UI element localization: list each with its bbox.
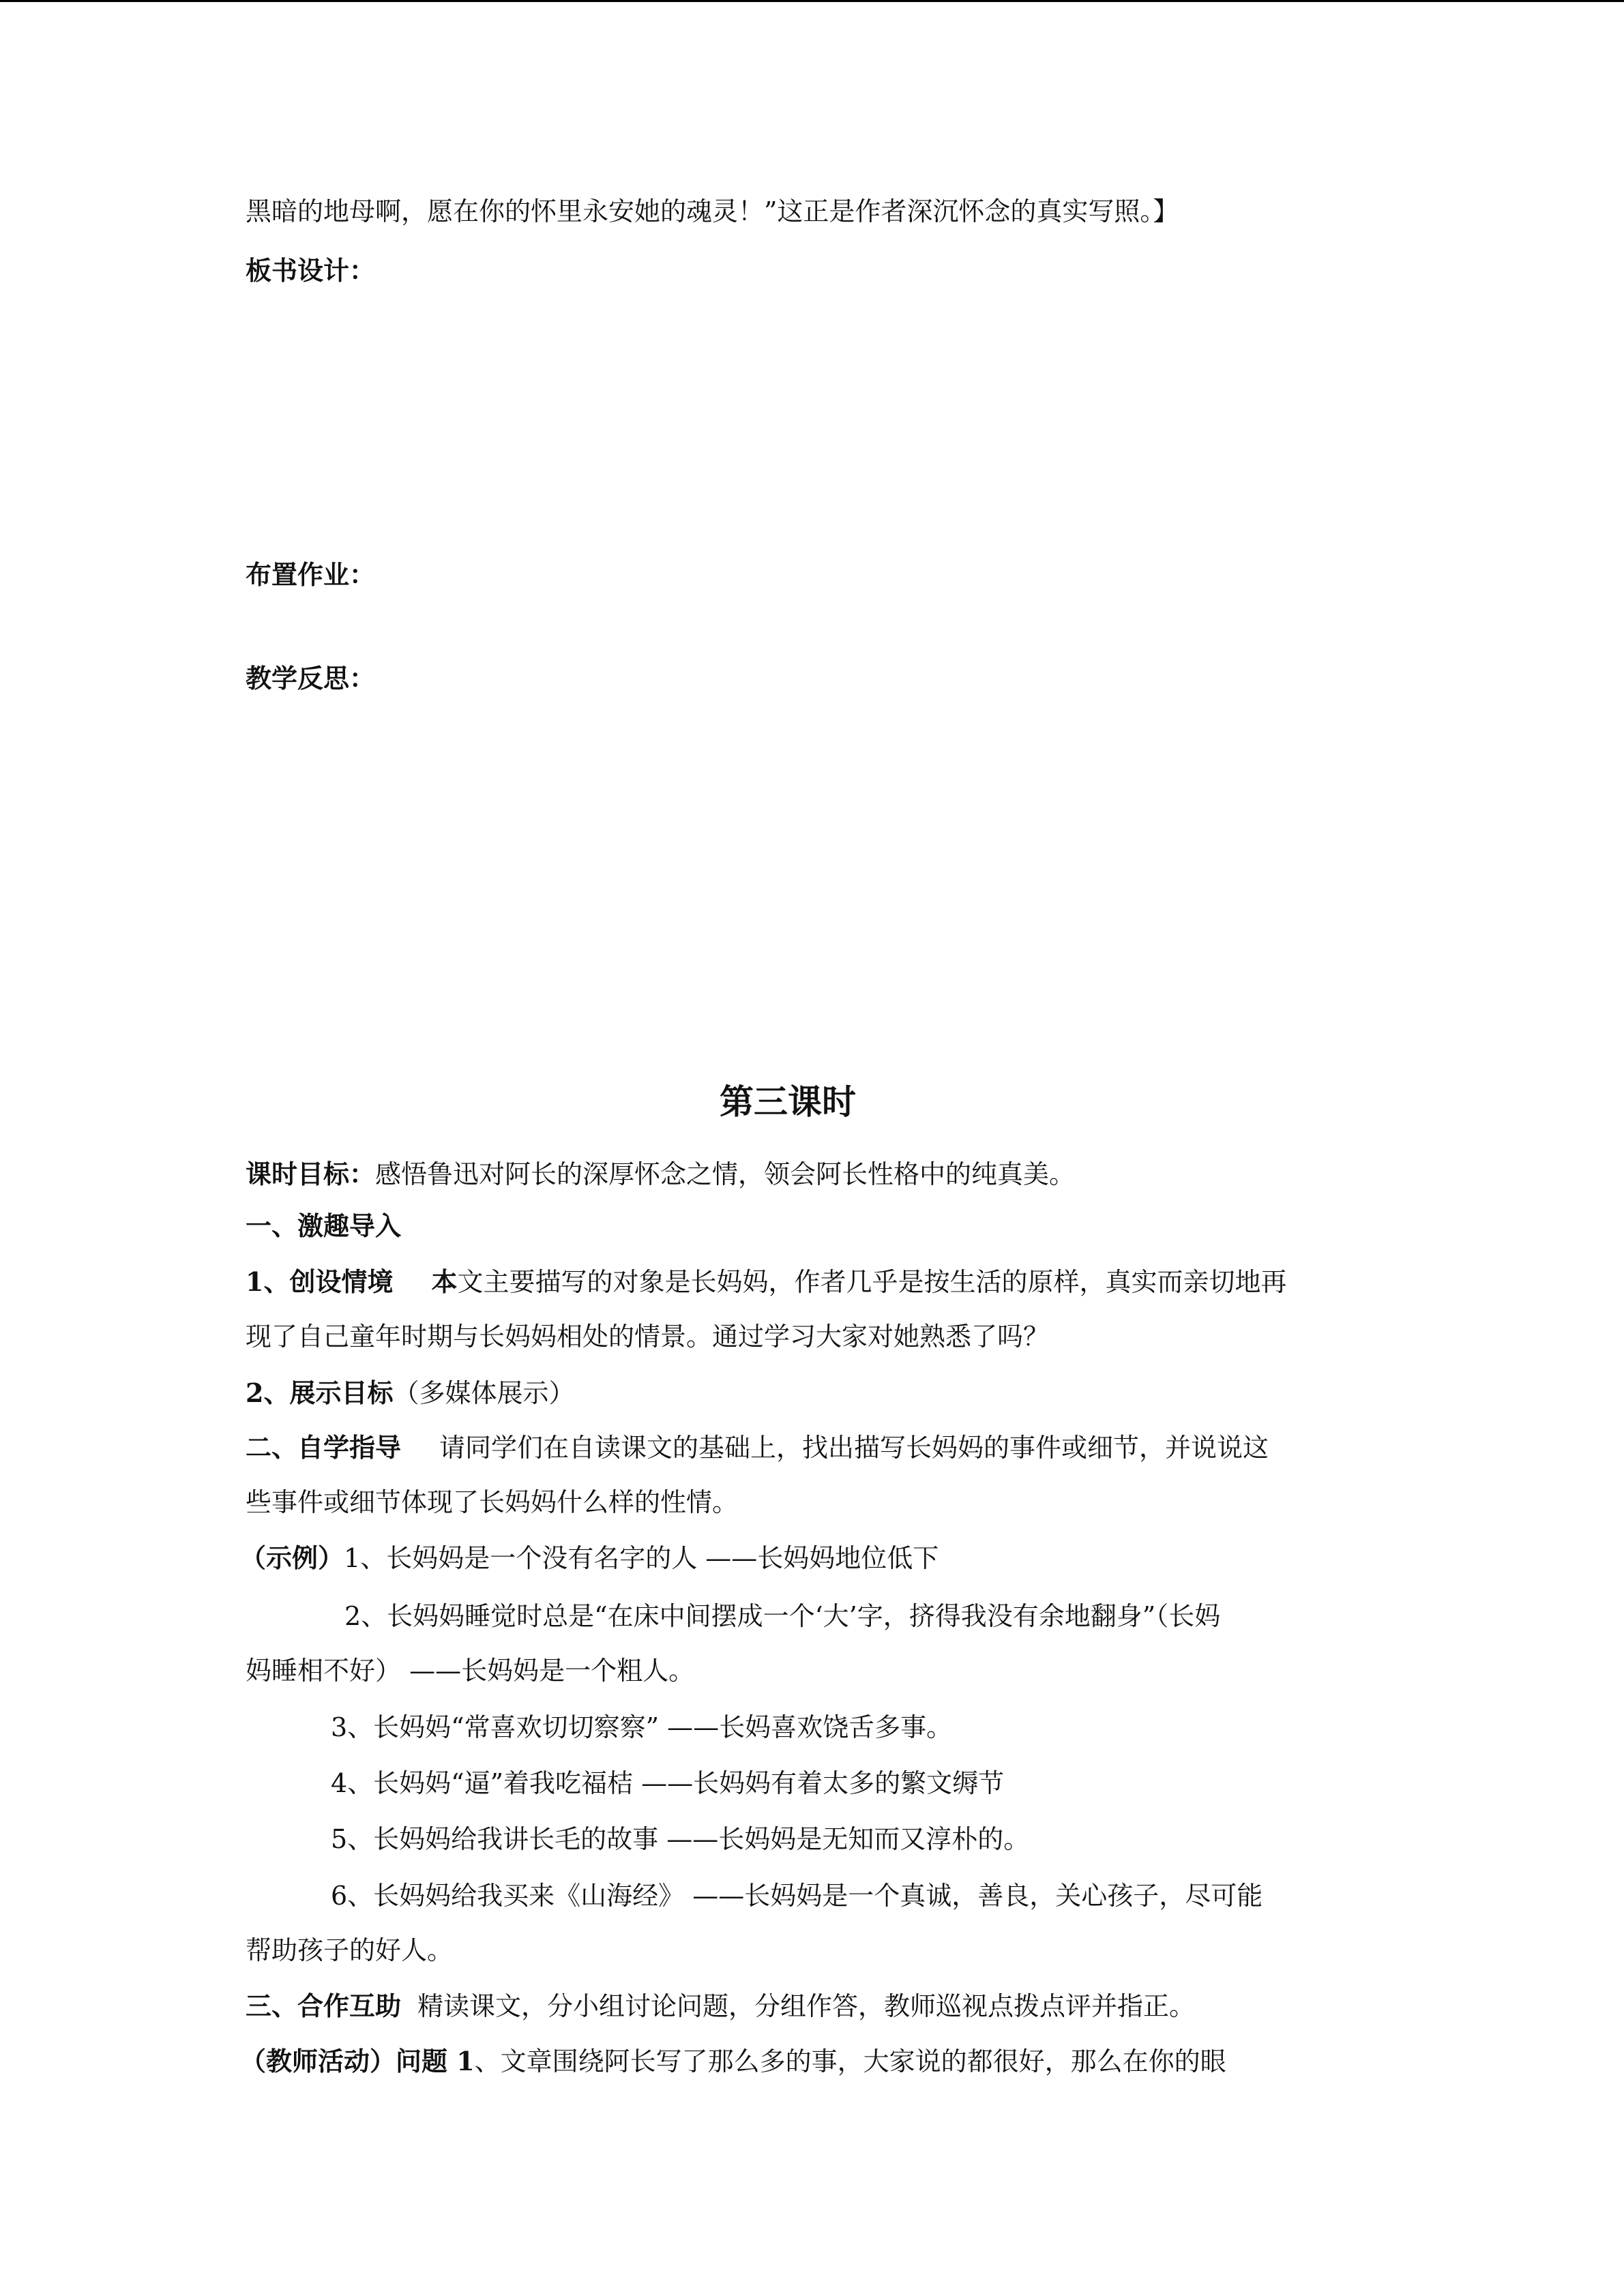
teacher-activity-label: （教师活动）问题 1 <box>240 2046 475 2076</box>
paragraph-line <box>240 2044 1226 2078</box>
step-text: 精读课文，分小组讨论问题，分组作答，教师巡视点拨点评并指正。 <box>417 1991 1196 2021</box>
step-text: （多媒体展示） <box>393 1378 575 1408</box>
paragraph-line <box>246 1265 1286 1299</box>
heading-self-study: 二、自学指导 <box>246 1432 402 1463</box>
example-line: 妈睡相不好） ——长妈妈是一个粗人。 <box>246 1656 695 1686</box>
paragraph-line <box>246 1376 574 1410</box>
example-text: 1、长妈妈是一个没有名字的人 ——长妈妈地位低下 <box>344 1543 939 1573</box>
example-line: 2、长妈妈睡觉时总是“在床中间摆成一个‘大’字，挤得我没有余地翻身”（长妈 <box>344 1601 1221 1631</box>
heading-cooperation: 三、合作互助 <box>246 1991 402 2021</box>
heading-introduction: 一、激趣导入 <box>246 1210 402 1241</box>
question-text: 、文章围绕阿长写了那么多的事，大家说的都很好，那么在你的眼 <box>474 2046 1226 2076</box>
objective-text: 感悟鲁迅对阿长的深厚怀念之情，领会阿长性格中的纯真美。 <box>375 1159 1076 1189</box>
paragraph-line: 些事件或细节体现了长妈妈什么样的性情。 <box>246 1487 739 1517</box>
top-border <box>0 0 1624 2</box>
paragraph-line <box>246 1431 1269 1465</box>
paragraph-line: 现了自己童年时期与长妈妈相处的情景。通过学习大家对她熟悉了吗？ <box>246 1322 1050 1352</box>
example-line <box>240 1541 939 1575</box>
objective-label: 课时目标： <box>246 1159 376 1189</box>
example-line: 6、长妈妈给我买来《山海经》 ——长妈妈是一个真诚，善良，关心孩子，尽可能 <box>331 1881 1263 1911</box>
example-line: 4、长妈妈“逼”着我吃福桔 ——长妈妈有着太多的繁文缛节 <box>331 1768 1005 1798</box>
bold-char: 本 <box>431 1266 458 1297</box>
example-line: 帮助孩子的好人。 <box>246 1935 454 1965</box>
step-text: 请同学们在自读课文的基础上，找出描写长妈妈的事件或细节，并说说这 <box>439 1433 1269 1463</box>
step-label: 1、创设情境 <box>246 1266 394 1297</box>
section-label-homework: 布置作业： <box>246 559 376 590</box>
example-line: 5、长妈妈给我讲长毛的故事 ——长妈妈是无知而又淳朴的。 <box>331 1824 1030 1854</box>
step-text: 文主要描写的对象是长妈妈，作者几乎是按生活的原样，真实而亲切地再 <box>457 1267 1287 1297</box>
paragraph-line <box>246 1989 1195 2023</box>
lesson-title: 第三课时 <box>720 1082 856 1122</box>
section-label-board-design: 板书设计： <box>246 255 376 286</box>
section-label-reflection: 教学反思： <box>246 663 376 694</box>
example-label: （示例） <box>240 1542 344 1573</box>
example-line: 3、长妈妈“常喜欢切切察察” ——长妈喜欢饶舌多事。 <box>331 1712 953 1742</box>
step-label: 2、展示目标 <box>246 1377 394 1408</box>
lesson-objective <box>246 1157 1075 1191</box>
paragraph-line: 黑暗的地母啊，愿在你的怀里永安她的魂灵！”这正是作者深沉怀念的真实写照。】 <box>246 196 1179 226</box>
